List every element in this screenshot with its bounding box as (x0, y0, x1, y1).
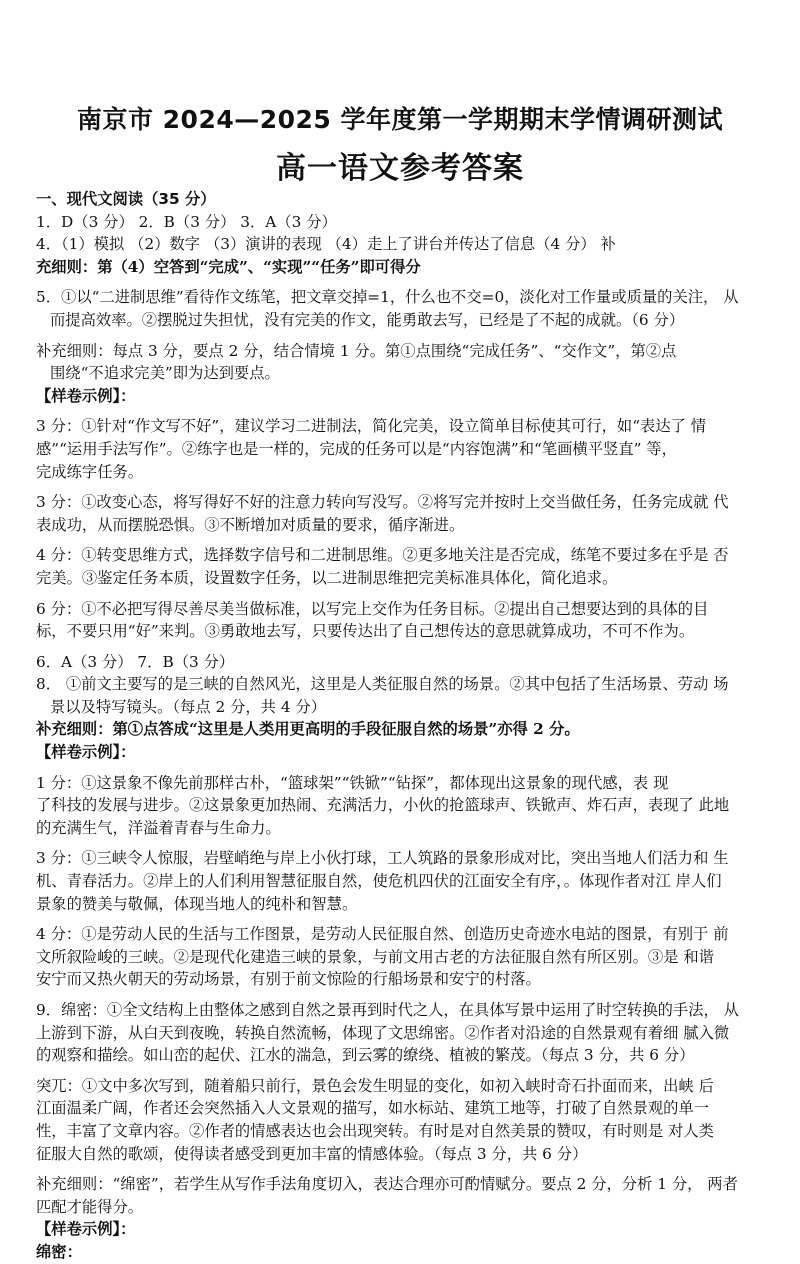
scoring-note: 补充细则：每点 3 分，要点 2 分，结合情境 1 分。第①点围绕“完成任务”、“交作文”，第②点 (36, 341, 677, 360)
sample-line: 的充满生气，洋溢着青春与生命力。 (36, 818, 281, 837)
sample-line: 景象的赞美与敬佩，体现当地人的纯朴和智慧。 (36, 894, 358, 913)
answer-content (36, 188, 770, 1264)
sample-line: 表成功，从而摆脱恐惧。③不断增加对质量的要求，循序渐进。 (36, 515, 465, 534)
sample-line: 3 分：①改变心态，将写得好不好的注意力转向写没写。②将写完并按时上交当做任务，任务完成就 代 (36, 493, 729, 512)
answer-line: 8． ①前文主要写的是三峡的自然风光，这里是人类征服自然的场景。②其中包括了生活场景、劳动 场 (36, 675, 729, 694)
sample-line: 4 分：①转变思维方式，选择数字信号和二进制思维。②更多地关注是否完成，练笔不要过多在乎是 否 (36, 546, 729, 565)
sample-heading: 【样卷示例】： (36, 386, 136, 405)
sample-line: 4 分：①是劳动人民的生活与工作图景，是劳动人民征服自然、创造历史奇迹水电站的图景，有别于 前 (36, 925, 729, 944)
sample-heading: 【样卷示例】： (36, 1220, 136, 1239)
scoring-note: 充细则：第（4）空答到“完成”、“实现”“任务”即可得分 (36, 257, 421, 276)
scoring-note: 补充细则：“绵密”，若学生从写作手法角度切入，表达合理亦可酌情赋分。要点 2 分，分析 1 分， 两者 (36, 1175, 738, 1194)
sample-heading: 【样卷示例】： (36, 743, 136, 762)
answer-line: 突兀：①文中多次写到，随着船只前行，景色会发生明显的变化，如初入峡时奇石扑面而来，出峡 后 (36, 1076, 714, 1095)
answer-line: 景以及特写镜头。（每点 2 分，共 4 分） (50, 697, 327, 716)
sample-line: 完成练字任务。 (36, 462, 144, 481)
answer-line: 性，丰富了文章内容。②作者的情感表达也会出现突转。有时是对自然美景的赞叹，有时则是 对人类 (36, 1121, 714, 1140)
answer-line: 而提高效率。②摆脱过失担忧，没有完美的作文，能勇敢去写，已经是了不起的成就。（6 分） (50, 310, 685, 329)
sample-line: 完美。③鉴定任务本质，设置数字任务，以二进制思维把完美标准具体化，简化追求。 (36, 568, 618, 587)
answer-line: 征服大自然的歌颂，使得读者感受到更加丰富的情感体验。（每点 3 分，共 6 分） (36, 1144, 588, 1163)
answer-line: 6．A（3 分） 7．B（3 分） (36, 652, 235, 671)
section-heading: 一、现代文阅读（35 分） (36, 190, 216, 208)
answer-line: 1．D（3 分） 2．B（3 分） 3．A（3 分） (36, 212, 337, 231)
sample-line: 绵密： (36, 1242, 82, 1261)
answer-line: 9．绵密：①全文结构上由整体之感到自然之景再到时代之人，在具体写景中运用了时空转换的手法， 从 (36, 1001, 739, 1019)
sample-line: 3 分：①针对“作文写不好”，建议学习二进制法，简化完美，设立简单目标使其可行，如“表达了 情 (36, 417, 707, 436)
answer-line: 江面温柔广阔，作者还会突然插入人文景观的描写，如水标站、建筑工地等，打破了自然景观的单一 (36, 1099, 710, 1118)
scoring-note: 补充细则：第①点答成“这里是人类用更高明的手段征服自然的场景”亦得 2 分。 (36, 720, 580, 739)
scoring-note: 围绕“不追求完美”即为达到要点。 (50, 364, 280, 383)
answer-key-title: 高一语文参考答案 (276, 151, 524, 186)
answer-line: 上游到下游，从白天到夜晚，转换自然流畅，体现了文思绵密。②作者对沿途的自然景观有着细 腻入微 (36, 1023, 730, 1042)
answer-line: 4．（1）模拟 （2）数字 （3）演讲的表现 （4）走上了讲台并传达了信息（4 分） 补 (36, 235, 616, 254)
sample-line: 机、青春活力。②岸上的人们利用智慧征服自然，使危机四伏的江面安全有序，。体现作者对江 岸人们 (36, 872, 722, 891)
sample-line: 文所叙险峻的三峡。②是现代化建造三峡的景象，与前文用古老的方法征服自然有所区别。③是 和谐 (36, 947, 714, 966)
exam-title: 南京市 2024—2025 学年度第一学期期末学情调研测试 (76, 105, 724, 134)
sample-line: 安宁而又热火朝天的劳动场景，有别于前文惊险的行船场景和安宁的村落。 (36, 970, 541, 989)
sample-line: 了科技的发展与进步。②这景象更加热闹、充满活力，小伙的抢篮球声、铁锨声、炸石声，表现了 此地 (36, 796, 730, 815)
answer-line: 的观察和描绘。如山峦的起伏、江水的湍急，到云雾的缭绕、植被的繁茂。（每点 3 分，共 6 分） (36, 1046, 695, 1065)
sample-line: 1 分：①这景象不像先前那样古朴，“篮球架”“铁锨”“钻探”，都体现出这景象的现代感，表 现 (36, 773, 669, 792)
answer-line: 5．①以“二进制思维”看待作文练笔，把文章交掉=1，什么也不交=0，淡化对工作量或质量的关注， 从 (36, 288, 739, 307)
scoring-note: 匹配才能得分。 (36, 1197, 144, 1216)
sample-line: 3 分：①三峡令人惊服，岩壁峭绝与岸上小伙打球，工人筑路的景象形成对比，突出当地人们活力和 生 (36, 849, 729, 868)
sample-line: 6 分：①不必把写得尽善尽美当做标准，以写完上交作为任务目标。②提出自己想要达到的具体的目 (36, 599, 709, 618)
sample-line: 感”“运用手法写作”。②练字也是一样的，完成的任务可以是“内容饱满”和“笔画横平竖直” 等， (36, 439, 677, 458)
sample-line: 标，不要只用“好”来判。③勇敢地去写，只要传达出了自己想传达的意思就算成功，不可不作为。 (36, 622, 695, 641)
